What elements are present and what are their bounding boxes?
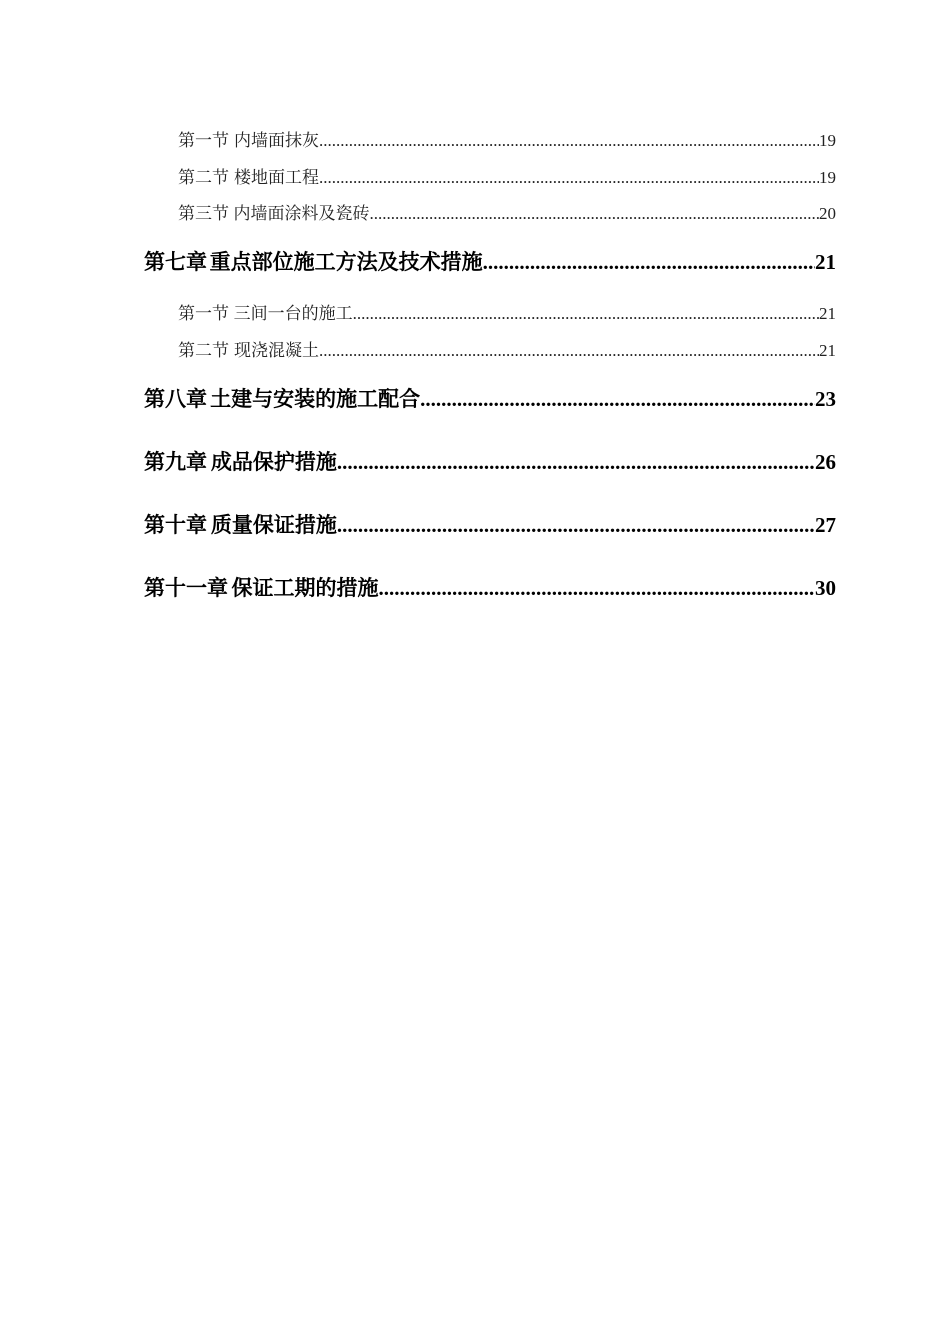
toc-chapter-entry[interactable] <box>144 509 836 539</box>
toc-page-number: 23 <box>815 387 836 411</box>
toc-entry-title: 三间一台的施工 <box>233 304 353 323</box>
toc-dot-leader <box>319 131 819 151</box>
toc-page-number: 20 <box>819 204 836 223</box>
toc-entry-title: 重点部位施工方法及技术措施 <box>209 250 483 274</box>
toc-dot-leader <box>483 250 815 275</box>
toc-chapter-entry[interactable] <box>144 446 836 476</box>
toc-dot-leader <box>369 204 819 224</box>
toc-dot-leader <box>319 341 819 361</box>
toc-entry-number: 第三节 <box>178 204 229 223</box>
toc-entry-title: 质量保证措施 <box>210 513 337 537</box>
toc-entry-number: 第十章 <box>144 513 207 537</box>
toc-entry-title: 内墙面抹灰 <box>233 131 319 150</box>
toc-page-number: 30 <box>815 576 836 600</box>
toc-entry-number: 第十一章 <box>144 576 228 600</box>
toc-page-number: 21 <box>819 304 836 323</box>
toc-entry-title: 土建与安装的施工配合 <box>210 387 421 411</box>
toc-dot-leader <box>420 387 815 412</box>
toc-page-number: 19 <box>819 131 836 150</box>
toc-entry-number: 第八章 <box>144 387 207 411</box>
toc-entry-title: 内墙面涂料及瓷砖 <box>233 204 370 223</box>
toc-dot-leader <box>319 168 819 188</box>
toc-page-number: 19 <box>819 168 836 187</box>
toc-entry-number: 第一节 <box>178 131 229 150</box>
toc-chapter-entry[interactable] <box>144 572 836 602</box>
toc-entry-title: 成品保护措施 <box>210 450 337 474</box>
toc-chapter-entry[interactable] <box>144 383 836 413</box>
toc-section-entry[interactable] <box>178 199 836 224</box>
toc-entry-number: 第七章 <box>144 250 207 274</box>
toc-section-entry[interactable] <box>178 336 836 361</box>
toc-entry-title: 现浇混凝土 <box>233 341 319 360</box>
toc-entry-number: 第一节 <box>178 304 229 323</box>
toc-dot-leader <box>353 304 819 324</box>
toc-entry-number: 第九章 <box>144 450 207 474</box>
toc-section-entry[interactable] <box>178 163 836 188</box>
toc-page-number: 27 <box>815 513 836 537</box>
toc-dot-leader <box>379 576 815 601</box>
toc-page-number: 21 <box>815 250 836 274</box>
toc-dot-leader <box>337 513 815 538</box>
toc-entry-title: 楼地面工程 <box>233 168 319 187</box>
toc-entry-number: 第二节 <box>178 341 229 360</box>
toc-page-number: 26 <box>815 450 836 474</box>
toc-chapter-entry[interactable] <box>144 246 836 276</box>
toc-page-number: 21 <box>819 341 836 360</box>
toc-section-entry[interactable] <box>178 299 836 324</box>
toc-section-entry[interactable] <box>178 126 836 151</box>
toc-dot-leader <box>337 450 815 475</box>
toc-entry-number: 第二节 <box>178 168 229 187</box>
toc-entry-title: 保证工期的措施 <box>231 576 379 600</box>
